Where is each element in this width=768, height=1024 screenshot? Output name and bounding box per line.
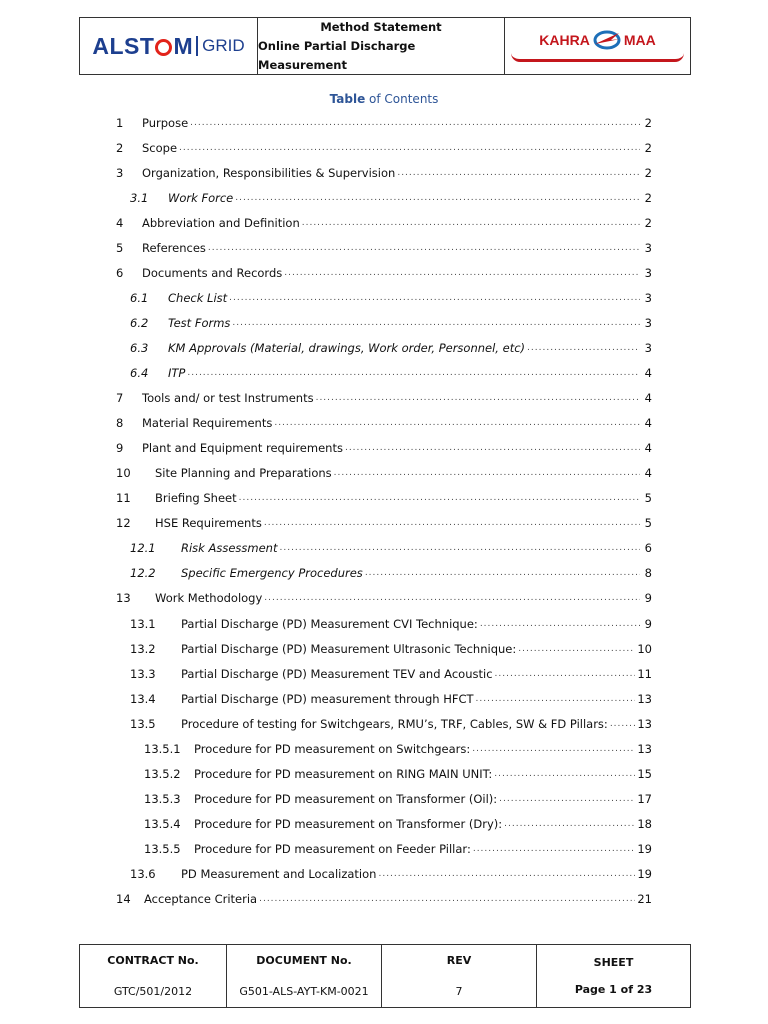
toc-entry-number: 13.5.1 [144,741,181,756]
toc-entry-number: 13.5.4 [144,816,181,831]
toc-entry[interactable] [116,110,652,135]
toc-entry[interactable] [116,135,652,160]
toc-entry-page: 4 [644,466,652,481]
toc-leader-dots [232,318,640,328]
kahramaa-logo-left: KAHRA [539,32,590,48]
toc-entry-label: Specific Emergency Procedures [181,566,363,581]
document-footer [79,944,691,1008]
toc-leader-dots [279,543,640,553]
toc-entry-label: Procedure for PD measurement on Transformer (Oil): [194,791,498,806]
toc-entry-number: 12.1 [130,541,156,556]
toc-leader-dots [610,719,636,729]
toc-entry-number: 13.5 [130,716,156,731]
toc-entry-page: 13 [637,691,652,706]
toc-entry-label: Tools and/ or test Instruments [142,391,314,406]
toc-entry[interactable] [116,636,652,661]
toc-leader-dots [397,168,640,178]
kahramaa-logo [505,18,690,74]
toc-entry-number: 13.4 [130,691,156,706]
document-title-line2: Online Partial Discharge Measurement [258,38,416,72]
toc-leader-dots [302,218,640,228]
toc-entry-label: Acceptance Criteria [144,892,258,907]
toc-entry-page: 19 [637,867,652,881]
toc-entry[interactable] [116,260,652,285]
toc-entry-page: 3 [644,315,652,330]
document-header [79,17,691,75]
toc-entry[interactable] [116,786,652,811]
toc-entry-label: Check List [168,290,228,305]
toc-entry-label: KM Approvals (Material, drawings, Work order, Personnel, etc) [168,340,526,355]
document-title-block [258,18,505,74]
toc-entry-page: 9 [644,591,652,606]
toc-entry-number: 6.4 [130,366,149,380]
toc-entry[interactable] [116,285,652,310]
toc-leader-dots [274,418,640,428]
toc-entry[interactable] [116,160,652,185]
toc-leader-dots [259,894,635,904]
alstom-o-ring-icon [155,39,172,56]
toc-entry-label: Procedure for PD measurement on Switchgears: [194,741,471,756]
toc-entry-label: Site Planning and Preparations [155,466,332,481]
toc-entry-number: 2 [116,140,124,155]
toc-entry-number: 6.1 [130,290,149,305]
toc-entry-page: 17 [637,791,652,806]
kahramaa-arabic-script-icon [511,53,684,62]
toc-entry[interactable] [116,686,652,711]
toc-leader-dots [495,669,636,679]
toc-entry-label: Partial Discharge (PD) Measurement CVI Technique: [181,616,478,631]
toc-entry-page: 4 [644,441,652,456]
toc-leader-dots [187,368,640,378]
rev-value: 7 [382,976,537,1007]
toc-entry-number: 12.2 [130,566,156,581]
toc-entry-number: 1 [116,115,124,130]
toc-entry-number: 6.2 [130,315,149,330]
toc-entry-number: 10 [116,466,131,481]
toc-entry[interactable] [116,862,652,887]
toc-entry-number: 14 [116,892,131,907]
toc-leader-dots [473,844,636,854]
toc-entry-label: Briefing Sheet [155,491,237,506]
toc-leader-dots [504,819,635,829]
toc-entry[interactable] [116,411,652,436]
document-value: G501-ALS-AYT-KM-0021 [227,976,382,1007]
toc-entry-number: 13.2 [130,641,156,656]
toc-entry-number: 5 [116,240,124,255]
toc-entry-number: 13.5.3 [144,791,181,806]
toc-entry-label: Procedure for PD measurement on RING MAIN UNIT: [194,766,493,781]
toc-leader-dots [365,568,640,578]
toc-leader-dots [284,268,640,278]
toc-entry[interactable] [116,836,652,861]
toc-entry-page: 19 [637,841,652,856]
toc-leader-dots [229,293,640,303]
contract-value: GTC/501/2012 [80,976,227,1007]
toc-entry[interactable] [116,210,652,235]
contract-label: CONTRACT No. [80,945,227,976]
alstom-grid-logo [80,18,258,74]
toc-entry-page: 2 [644,165,652,180]
toc-leader-dots [494,769,635,779]
toc-entry[interactable] [116,511,652,536]
toc-entry-page: 11 [637,666,652,681]
kahramaa-globe-icon [593,30,621,50]
alstom-logo-text: ALST [92,32,155,59]
toc-entry-label: ITP [168,366,186,380]
toc-entry-page: 2 [644,140,652,155]
toc-entry-page: 2 [644,115,652,130]
sheet-block [537,945,690,1007]
sheet-value: Page 1 of 23 [574,983,653,996]
rev-label: REV [382,945,537,976]
toc-entry-label: HSE Requirements [155,516,262,531]
toc-entry-page: 18 [637,816,652,831]
toc-entry-page: 5 [644,516,652,531]
toc-entry[interactable] [116,811,652,836]
toc-leader-dots [499,794,635,804]
toc-leader-dots [334,468,640,478]
toc-entry-page: 4 [644,366,652,380]
toc-entry[interactable] [116,887,652,912]
toc-entry-number: 13 [116,591,131,606]
toc-leader-dots [518,644,635,654]
toc-entry[interactable] [116,761,652,786]
toc-title-rest: of Contents [365,92,439,106]
document-label: DOCUMENT No. [227,945,382,976]
toc-entry[interactable] [116,335,652,360]
toc-entry-label: Plant and Equipment requirements [142,441,343,456]
toc-leader-dots [476,694,636,704]
toc-entry-number: 13.3 [130,666,156,681]
toc-entry-label: PD Measurement and Localization [181,867,377,881]
toc-entry-label: Work Force [168,190,234,205]
toc-entry[interactable] [116,386,652,411]
toc-entry-page: 15 [637,766,652,781]
alstom-logo-tail: M [173,32,194,59]
toc-entry-number: 13.6 [130,867,156,881]
toc-entry-label: Purpose [142,115,189,130]
toc-entry-number: 3 [116,165,124,180]
toc-leader-dots [316,393,640,403]
toc-entry-label: Partial Discharge (PD) measurement through HFCT [181,691,474,706]
toc-entry-page: 9 [644,616,652,631]
toc-entry-page: 13 [637,716,652,731]
kahramaa-logo-right: MAA [623,32,656,48]
toc-title-bold: Table [329,92,366,106]
toc-entry-label: Risk Assessment [181,541,278,556]
toc-entry-label: Procedure for PD measurement on Transformer (Dry): [194,816,503,831]
toc-entry[interactable] [116,235,652,260]
sheet-label: SHEET [593,956,634,969]
toc-leader-dots [480,619,640,629]
toc-leader-dots [378,869,635,879]
toc-leader-dots [190,118,640,128]
toc-leader-dots [264,593,640,603]
toc-entry-page: 21 [637,892,652,907]
toc-entry[interactable] [116,711,652,736]
grid-logo-text: GRID [196,36,245,56]
toc-entry-label: Test Forms [168,315,231,330]
toc-entry-number: 7 [116,391,124,406]
toc-entry-number: 6 [116,265,124,280]
toc-entry-page: 3 [644,340,652,355]
toc-leader-dots [208,243,640,253]
toc-leader-dots [345,443,640,453]
toc-entry-page: 4 [644,391,652,406]
toc-entry[interactable] [116,586,652,611]
toc-entry[interactable] [116,185,652,210]
toc-entry[interactable] [116,736,652,761]
toc-entry[interactable] [116,561,652,586]
toc-entry-label: Organization, Responsibilities & Supervision [142,165,396,180]
toc-leader-dots [235,193,640,203]
toc-entry-label: Procedure for PD measurement on Feeder Pillar: [194,841,471,856]
document-title-line1: Method Statement [320,19,442,34]
toc-entry-number: 9 [116,441,124,456]
toc-entry-number: 3.1 [130,190,149,205]
toc-entry-label: Partial Discharge (PD) Measurement TEV and Acoustic [181,666,493,681]
toc-entry[interactable] [116,436,652,461]
toc-entry-number: 13.1 [130,616,156,631]
toc-entry[interactable] [116,536,652,561]
toc-title [0,92,768,106]
toc-entry-page: 4 [644,416,652,431]
toc-leader-dots [264,518,640,528]
toc-entry-label: Procedure of testing for Switchgears, RMU’s, TRF, Cables, SW & FD Pillars: [181,716,608,731]
toc-entry-label: Work Methodology [155,591,263,606]
toc-entry-number: 8 [116,416,124,431]
toc-entry-number: 6.3 [130,340,149,355]
toc-entry-page: 3 [644,240,652,255]
toc-entry-number: 12 [116,516,131,531]
toc-entry-label: References [142,240,206,255]
toc-leader-dots [239,493,640,503]
toc-entry-page: 13 [637,741,652,756]
toc-entry-page: 2 [644,190,652,205]
toc-entry-number: 4 [116,215,124,230]
toc-leader-dots [527,343,640,353]
toc-entry-page: 6 [644,541,652,556]
toc-entry-label: Abbreviation and Definition [142,215,300,230]
toc-leader-dots [179,143,640,153]
toc-entry-number: 13.5.5 [144,841,181,856]
toc-entry[interactable] [116,611,652,636]
toc-entry[interactable] [116,461,652,486]
toc-entry-label: Scope [142,140,178,155]
toc-entry-page: 3 [644,290,652,305]
toc-leader-dots [472,744,635,754]
toc-entry-page: 10 [637,641,652,656]
toc-entry-page: 5 [644,491,652,506]
toc-entry[interactable] [116,361,652,386]
toc-entry[interactable] [116,661,652,686]
toc-entry-page: 3 [644,265,652,280]
toc-entry-number: 11 [116,491,131,506]
toc-entry-number: 13.5.2 [144,766,181,781]
toc-entry-page: 8 [644,566,652,581]
toc-entry-label: Material Requirements [142,416,273,431]
toc-entry[interactable] [116,486,652,511]
toc-entry-label: Documents and Records [142,265,283,280]
toc-entry[interactable] [116,310,652,335]
toc-entry-label: Partial Discharge (PD) Measurement Ultrasonic Technique: [181,641,517,656]
toc-entry-page: 2 [644,215,652,230]
